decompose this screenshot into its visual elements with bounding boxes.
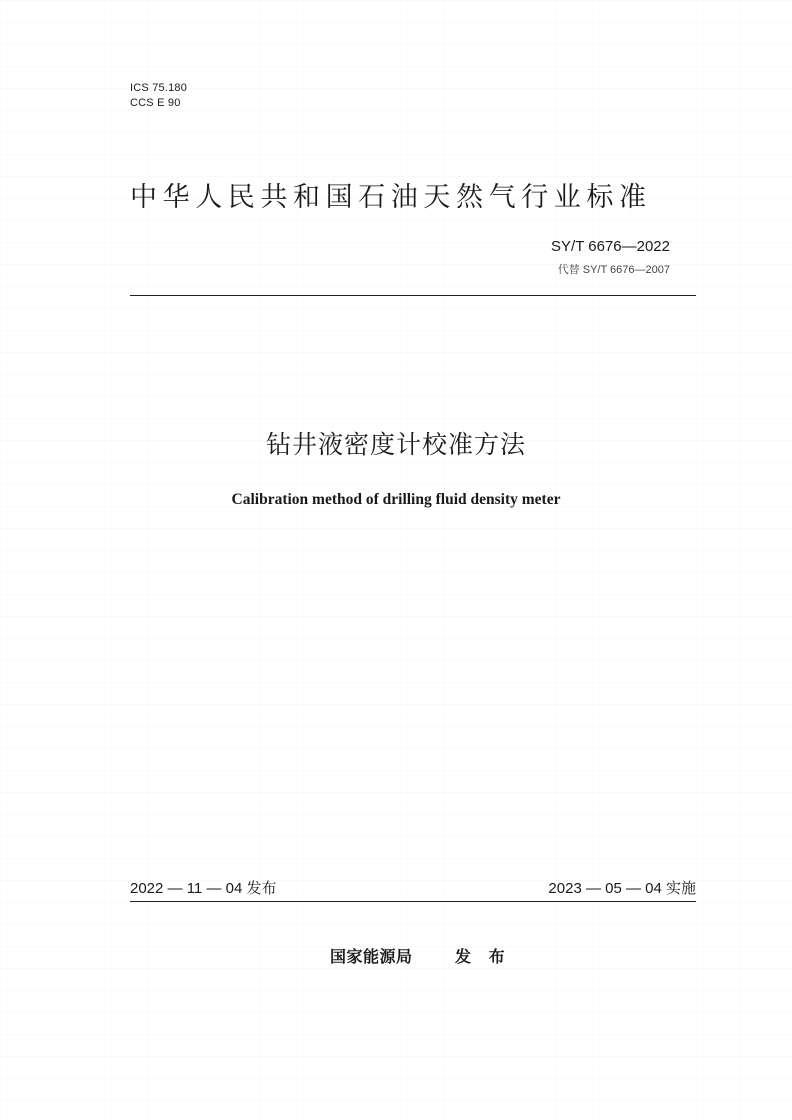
implementation-date: 2023 — 05 — 04 实施 [548,880,696,897]
document-title-chinese: 钻井液密度计校准方法 [265,430,526,459]
standard-category-title: 中华人民共和国石油天然气行业标准 [130,182,652,213]
issue-date: 2022 — 11 — 04 发布 [130,880,277,897]
standard-code: SY/T 6676—2022 [551,238,670,255]
publisher-name: 国家能源局 [330,947,413,966]
ccs-code: CCS E 90 [130,97,181,109]
footer-divider [130,901,696,902]
ics-code: ICS 75.180 [130,82,188,94]
header-divider [130,295,696,296]
publish-label: 发 布 [455,947,511,966]
document-title-english: Calibration method of drilling fluid density meter [231,491,561,508]
replaces-standard: 代替 SY/T 6676—2007 [557,264,670,276]
